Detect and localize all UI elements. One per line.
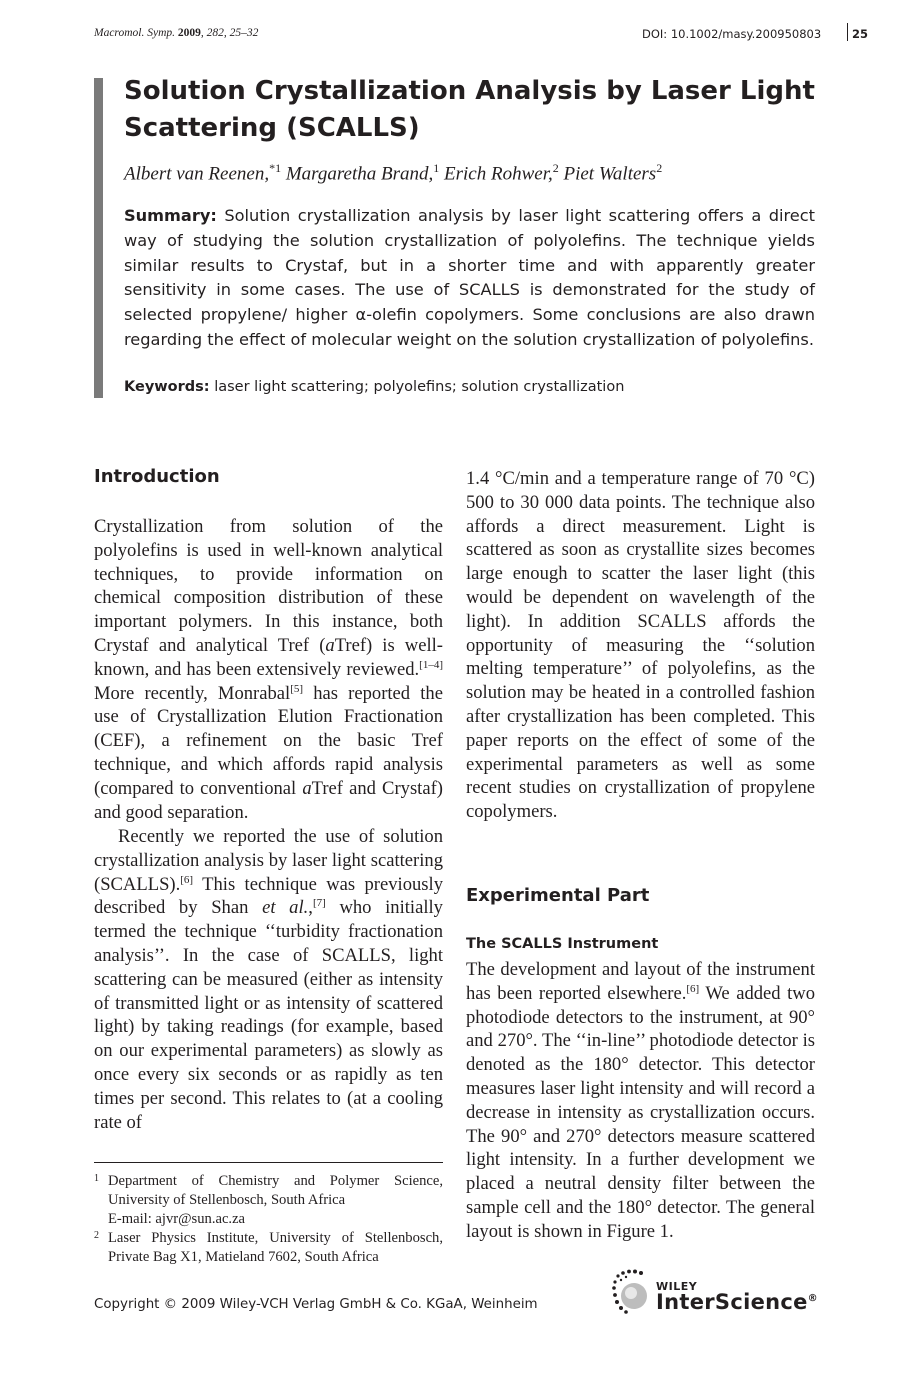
- text-run: The development and layout of the instrument has been reported elsewhere.: [466, 959, 815, 1004]
- keywords: [124, 379, 624, 395]
- italic-run: a: [302, 777, 312, 799]
- intro-paragraph-1: [94, 515, 443, 824]
- italic-run: a: [325, 634, 335, 656]
- text-run: has reported the use of Crystallization Elution Fractionation (CEF), a refinement on the basic Tref technique, and which affords rapid analysis (compared to conventional: [94, 682, 443, 799]
- footnote: [94, 1229, 443, 1267]
- footnote: [94, 1210, 443, 1229]
- logo-interscience-word: InterScience: [656, 1290, 808, 1314]
- text-run: Crystallization from solution of the polyolefins is used in well-known analytical techniques, to provide information on chemical composition distribution of these important polymers. In this instance, both Crystaf and analytical Tref (: [94, 516, 443, 656]
- subsection-heading-instrument: The SCALLS Instrument: [466, 936, 659, 952]
- text-run: We added two photodiode detectors to the instrument, at 90° and 270°. The ‘‘in-line’’ photodiode detector is denoted as the 180° detector. This detector measures laser light intensity and will record a decrease in intensity as crystallization occurs. The 90° and 270° detectors measure scattered light intensity. In a further development we placed a neutral density filter between the sample cell and the 180° detector. The general layout is shown in Figure 1.: [466, 982, 815, 1242]
- journal-volume-pages: , 282, 25–32: [200, 27, 259, 39]
- journal-name: Macromol. Symp.: [94, 27, 176, 39]
- section-heading-introduction: Introduction: [94, 466, 220, 487]
- abstract-text: Solution crystallization analysis by laser light scattering offers a direct way of studying the solution crystallization of polyolefins. The technique yields similar results to Crystaf, but in a shorter time and with apparently greater sensitivity in some cases. The use of SCALLS is demonstrated for the study of selected propylene/ higher α-olefin copolymers. Some conclusions are also drawn regarding the effect of molecular weight on the solution crystallization of polyolefins.: [124, 206, 815, 349]
- doi: DOI: 10.1002/masy.200950803: [642, 27, 822, 41]
- title-block-bar: [94, 78, 103, 398]
- author-affiliation-mark: 1: [433, 161, 440, 175]
- author-name: Piet Walters: [563, 163, 657, 185]
- author-affiliation-mark: 2: [552, 161, 559, 175]
- footnote-text: Department of Chemistry and Polymer Science, University of Stellenbosch, South Africa: [108, 1173, 443, 1208]
- running-header-citation: [94, 27, 258, 39]
- citation-ref: [6]: [686, 982, 700, 995]
- text-run: ,: [308, 897, 313, 919]
- footnote-text: E-mail: ajvr@sun.ac.za: [108, 1211, 246, 1227]
- italic-run: et al.: [262, 897, 309, 919]
- citation-ref: [1–4]: [419, 658, 443, 671]
- text-run: This technique was previously described by Shan: [94, 873, 443, 919]
- keywords-label: Keywords:: [124, 379, 210, 395]
- abstract-label: Summary:: [124, 206, 217, 225]
- footnote: [94, 1172, 443, 1210]
- citation-ref: [6]: [180, 873, 194, 886]
- keywords-text: laser light scattering; polyolefins; solution crystallization: [214, 379, 625, 395]
- author-name: Erich Rohwer,: [444, 163, 553, 185]
- abstract: [124, 204, 815, 353]
- citation-ref: [5]: [290, 682, 304, 695]
- footnote-number: 2: [94, 1230, 99, 1241]
- intro-paragraph-3: 1.4 °C/min and a temperature range of 70 °C) 500 to 30 000 data points. The technique also affords a direct measurement. Light is scattered as soon as crystallite sizes becomes large enough to scatter the laser light (this would be dependent on wavelength of the light). In addition SCALLS affords the opportunity of measuring the ‘‘solution melting temperature’’ of polyolefins, as the solution may be heated in a controlled fashion after crystallization has been completed. This paper reports on the effect of some of the experimental parameters as well as some recent studies on crystallization of propylene copolymers.: [466, 468, 815, 823]
- article-title: Solution Crystallization Analysis by Laser Light Scattering (SCALLS): [124, 76, 815, 143]
- experimental-paragraph-1: [466, 958, 815, 1244]
- logo-wiley-text: WILEY: [656, 1280, 698, 1293]
- wiley-interscience-logo: [612, 1268, 822, 1316]
- author-name: Margaretha Brand,: [285, 163, 434, 185]
- header-divider: [847, 23, 848, 41]
- citation-ref: [7]: [312, 897, 326, 910]
- footnote-text: Laser Physics Institute, University of Stellenbosch, Private Bag X1, Matieland 7602, South Africa: [108, 1230, 443, 1265]
- footnote-number: [94, 1210, 108, 1229]
- intro-paragraph-2: [94, 825, 443, 1134]
- page-number: 25: [852, 27, 869, 41]
- author-affiliation-mark: *1: [269, 161, 282, 175]
- footnote-number: 1: [94, 1173, 99, 1184]
- interscience-dots-icon: [612, 1268, 656, 1316]
- footnote-rule: [94, 1162, 443, 1163]
- text-run: More recently, Monrabal: [94, 682, 291, 704]
- text-run: Recently we reported the use of solution crystallization analysis by laser light scattering (SCALLS).: [94, 826, 443, 895]
- text-run: Tref) is well-known, and has been extensively reviewed.: [94, 634, 443, 680]
- journal-year: 2009: [177, 27, 201, 39]
- footnotes: [94, 1172, 443, 1267]
- author-list: [124, 161, 662, 185]
- section-heading-experimental: Experimental Part: [466, 885, 650, 906]
- logo-registered-mark: ®: [807, 1293, 818, 1304]
- author-name: Albert van Reenen,: [124, 163, 270, 185]
- author-affiliation-mark: 2: [656, 161, 663, 175]
- text-run: Tref and Crystaf) and good separation.: [94, 777, 443, 823]
- text-run: who initially termed the technique ‘‘turbidity fractionation analysis’’. In the case of SCALLS, light scattering can be measured (either as intensity of transmitted light or as intensity of scattered light) by taking readings (for example, based on our experimental parameters) as slowly as once every six seconds or as rapidly as ten times per second. This relates to (at a cooling rate of: [94, 897, 443, 1133]
- logo-interscience-text: [656, 1290, 818, 1314]
- copyright-notice: Copyright © 2009 Wiley-VCH Verlag GmbH & Co. KGaA, Weinheim: [94, 1297, 538, 1312]
